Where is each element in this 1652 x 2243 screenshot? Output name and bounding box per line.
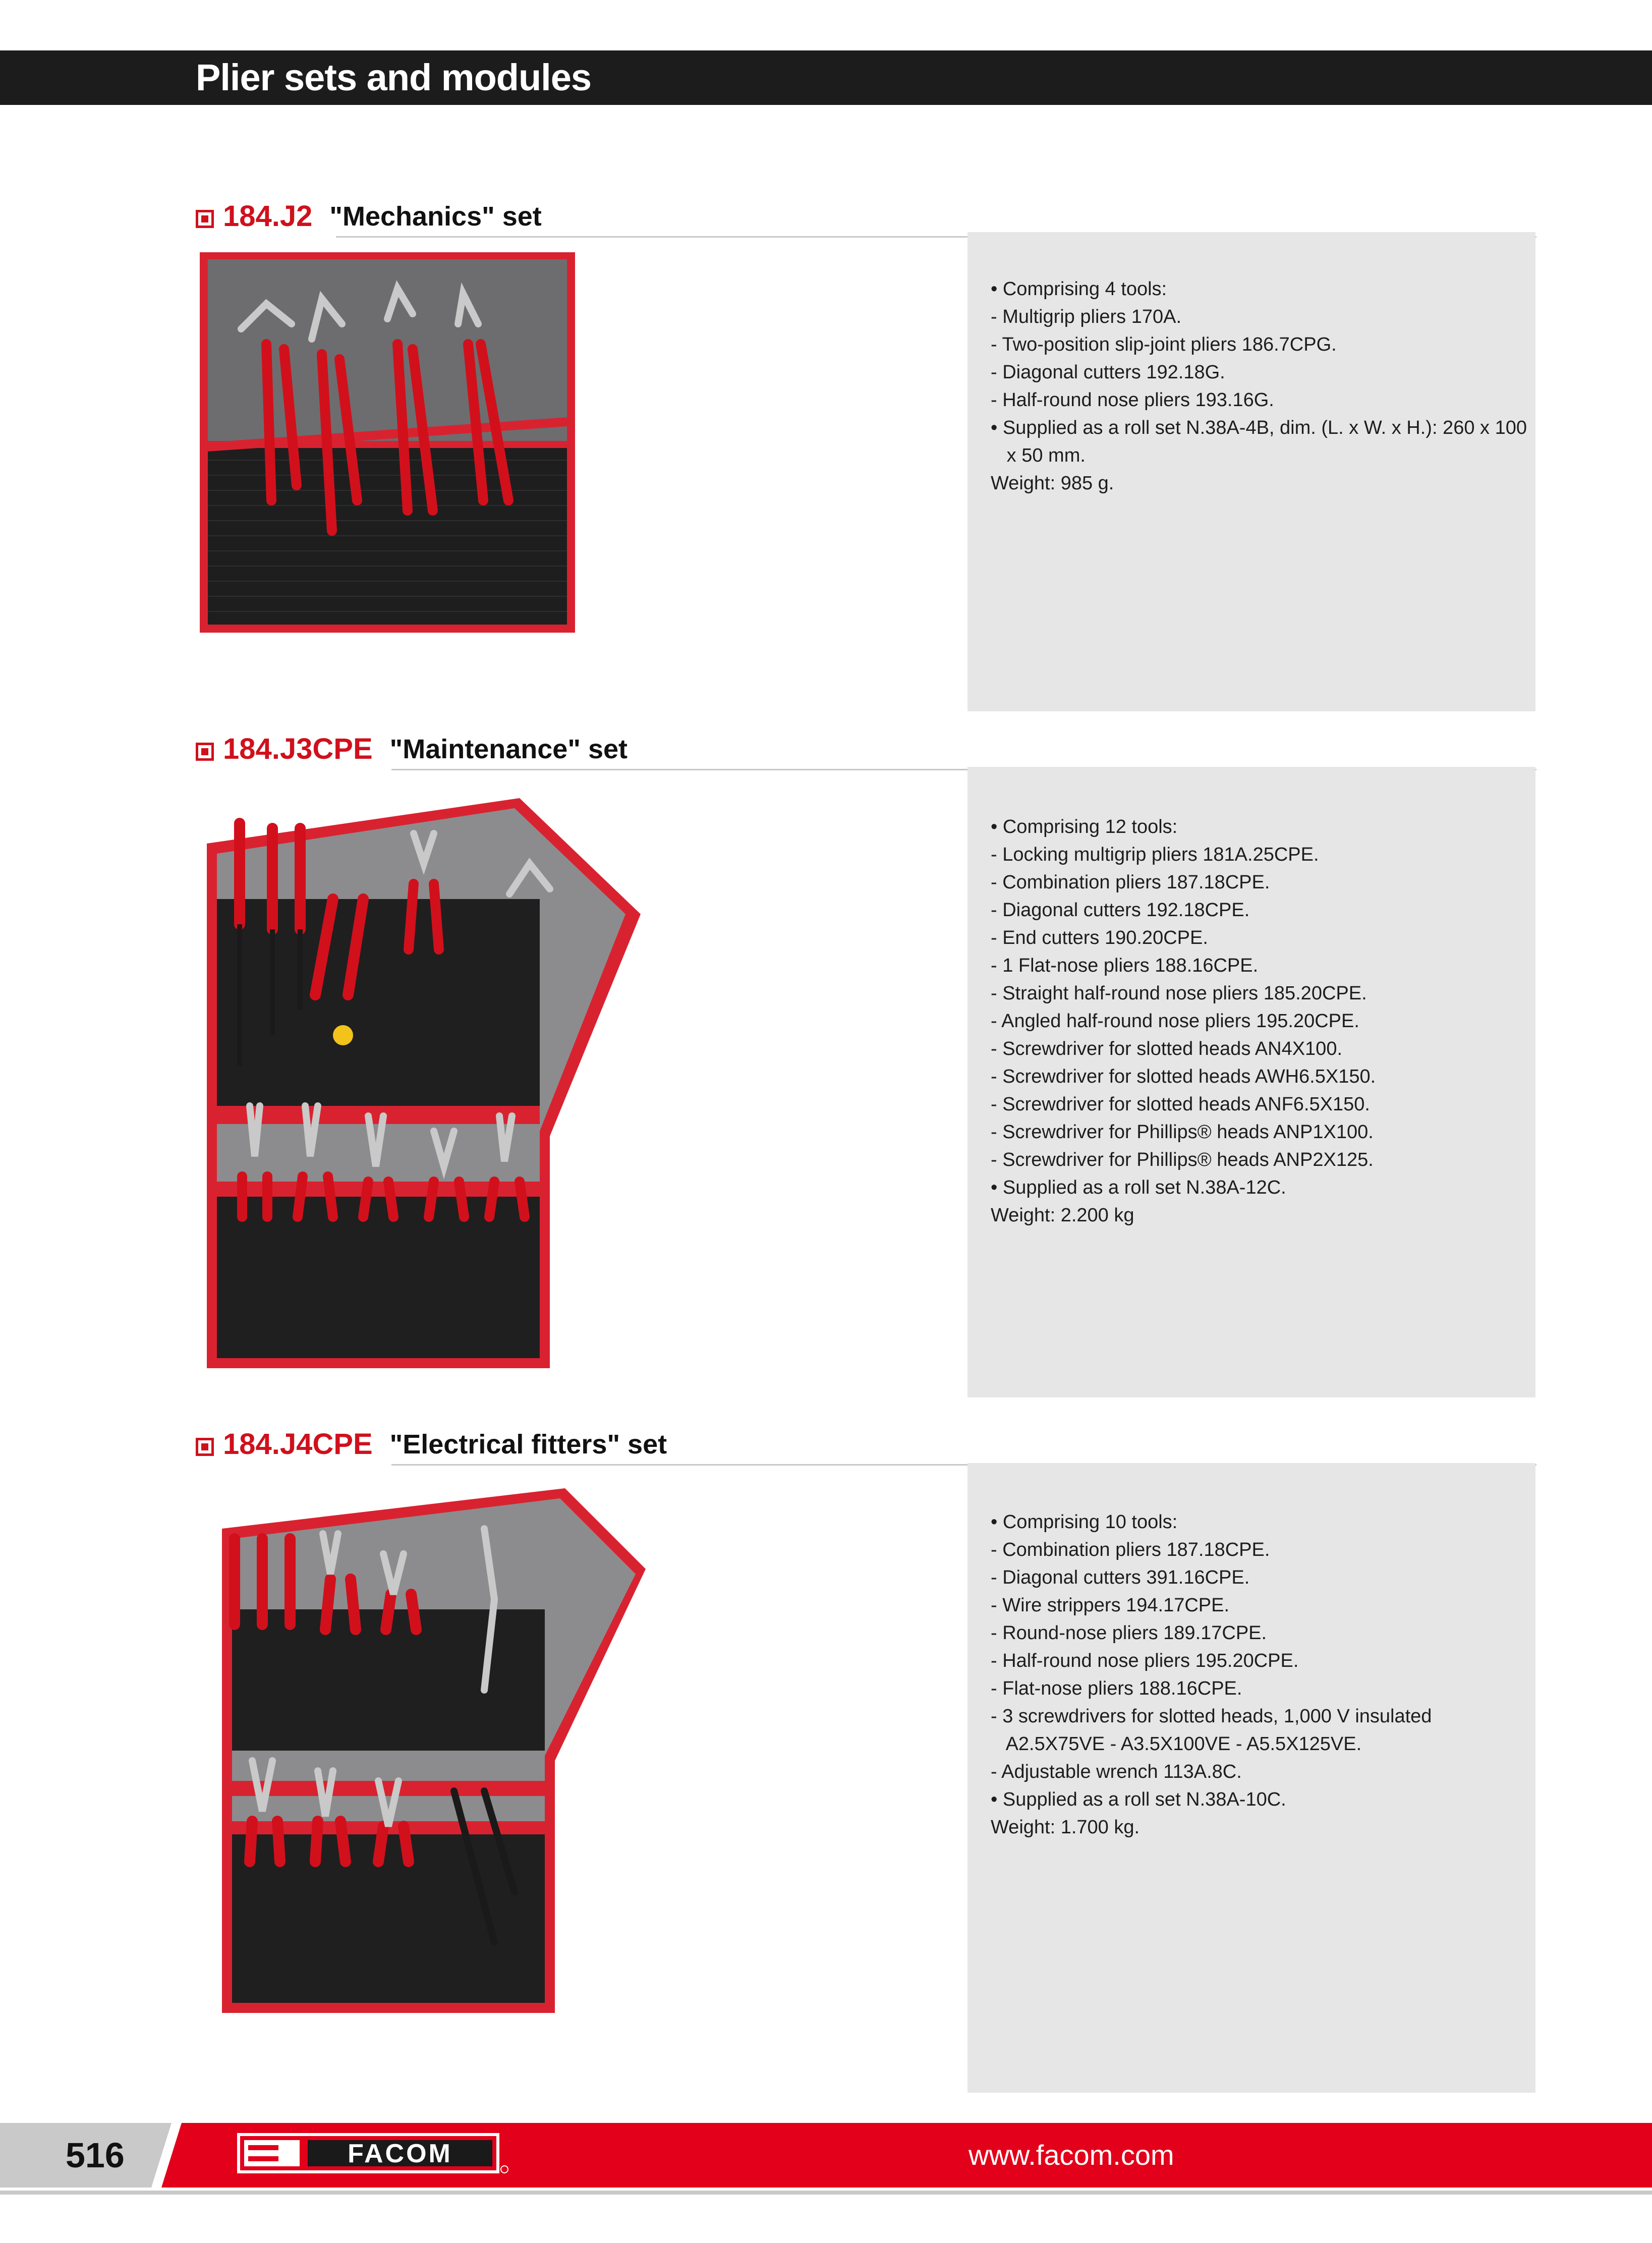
section-heading <box>196 1428 667 1461</box>
facom-logo <box>237 2133 509 2177</box>
description-line: - Half-round nose pliers 195.20CPE. <box>991 1650 1299 1671</box>
description-line: x 50 mm. <box>991 445 1086 466</box>
description-line: - Diagonal cutters 192.18CPE. <box>991 900 1250 921</box>
description-line: Weight: 985 g. <box>991 473 1114 494</box>
description-line: • Comprising 12 tools: <box>991 816 1178 837</box>
description-line: - Screwdriver for slotted heads AN4X100. <box>991 1038 1343 1059</box>
description-line: A2.5X75VE - A3.5X100VE - A5.5X125VE. <box>991 1733 1362 1755</box>
section-heading <box>196 200 542 233</box>
description-line: • Comprising 4 tools: <box>991 278 1167 300</box>
product-code: 184.J2 <box>223 200 313 233</box>
description-line: - Diagonal cutters 391.16CPE. <box>991 1567 1250 1588</box>
section-heading <box>196 733 628 766</box>
product-code: 184.J4CPE <box>223 1428 373 1461</box>
bullet-square-icon <box>196 743 214 761</box>
description-line: - Screwdriver for Phillips® heads ANP1X100. <box>991 1122 1374 1143</box>
description-line: - Half-round nose pliers 193.16G. <box>991 389 1274 411</box>
description-list <box>991 813 1376 1229</box>
description-line: - Combination pliers 187.18CPE. <box>991 1539 1270 1560</box>
description-list <box>991 275 1527 497</box>
footer-rule <box>0 2191 1652 2195</box>
description-line: - Diagonal cutters 192.18G. <box>991 362 1225 383</box>
description-line: - Screwdriver for slotted heads AWH6.5X150. <box>991 1066 1376 1087</box>
website-url: www.facom.com <box>969 2139 1174 2171</box>
description-line: • Comprising 10 tools: <box>991 1511 1178 1533</box>
bullet-square-icon <box>196 1438 214 1456</box>
description-line: Weight: 1.700 kg. <box>991 1817 1140 1838</box>
description-line: - 3 screwdrivers for slotted heads, 1,000 V insulated <box>991 1706 1432 1727</box>
product-name: "Electrical fitters" set <box>389 1429 667 1460</box>
description-list <box>991 1508 1432 1841</box>
description-line: - Round-nose pliers 189.17CPE. <box>991 1622 1267 1644</box>
description-line: - Two-position slip-joint pliers 186.7CPG. <box>991 334 1337 355</box>
description-line: - Angled half-round nose pliers 195.20CPE. <box>991 1011 1359 1032</box>
description-line: - Wire strippers 194.17CPE. <box>991 1595 1230 1616</box>
page-number: 516 <box>66 2136 125 2175</box>
description-line: • Supplied as a roll set N.38A-10C. <box>991 1789 1286 1810</box>
description-line: - Screwdriver for Phillips® heads ANP2X125. <box>991 1149 1374 1170</box>
product-image-roll-set <box>196 248 579 637</box>
description-line: - Multigrip pliers 170A. <box>991 306 1182 327</box>
bullet-square-icon <box>196 210 214 228</box>
description-line: - Screwdriver for slotted heads ANF6.5X150. <box>991 1094 1370 1115</box>
description-line: - Straight half-round nose pliers 185.20CPE. <box>991 983 1367 1004</box>
description-line: • Supplied as a roll set N.38A-12C. <box>991 1177 1286 1198</box>
description-line: Weight: 2.200 kg <box>991 1205 1134 1226</box>
page-footer <box>0 2123 1652 2188</box>
page-header <box>0 50 1652 105</box>
product-image-roll-set <box>202 1478 666 2023</box>
description-line: - Locking multigrip pliers 181A.25CPE. <box>991 844 1319 865</box>
brand-name: FACOM <box>348 2139 452 2168</box>
description-line: - Flat-nose pliers 188.16CPE. <box>991 1678 1242 1699</box>
product-code: 184.J3CPE <box>223 733 373 765</box>
description-line: - 1 Flat-nose pliers 188.16CPE. <box>991 955 1259 976</box>
description-line: • Supplied as a roll set N.38A-4B, dim. (L. x W. x H.): 260 x 100 <box>991 417 1527 438</box>
product-name: "Maintenance" set <box>389 734 628 764</box>
product-image-roll-set <box>197 783 676 1378</box>
product-name: "Mechanics" set <box>329 201 542 232</box>
page-title: Plier sets and modules <box>196 57 592 98</box>
description-line: - Combination pliers 187.18CPE. <box>991 872 1270 893</box>
description-line: - Adjustable wrench 113A.8C. <box>991 1761 1242 1782</box>
description-line: - End cutters 190.20CPE. <box>991 927 1208 948</box>
